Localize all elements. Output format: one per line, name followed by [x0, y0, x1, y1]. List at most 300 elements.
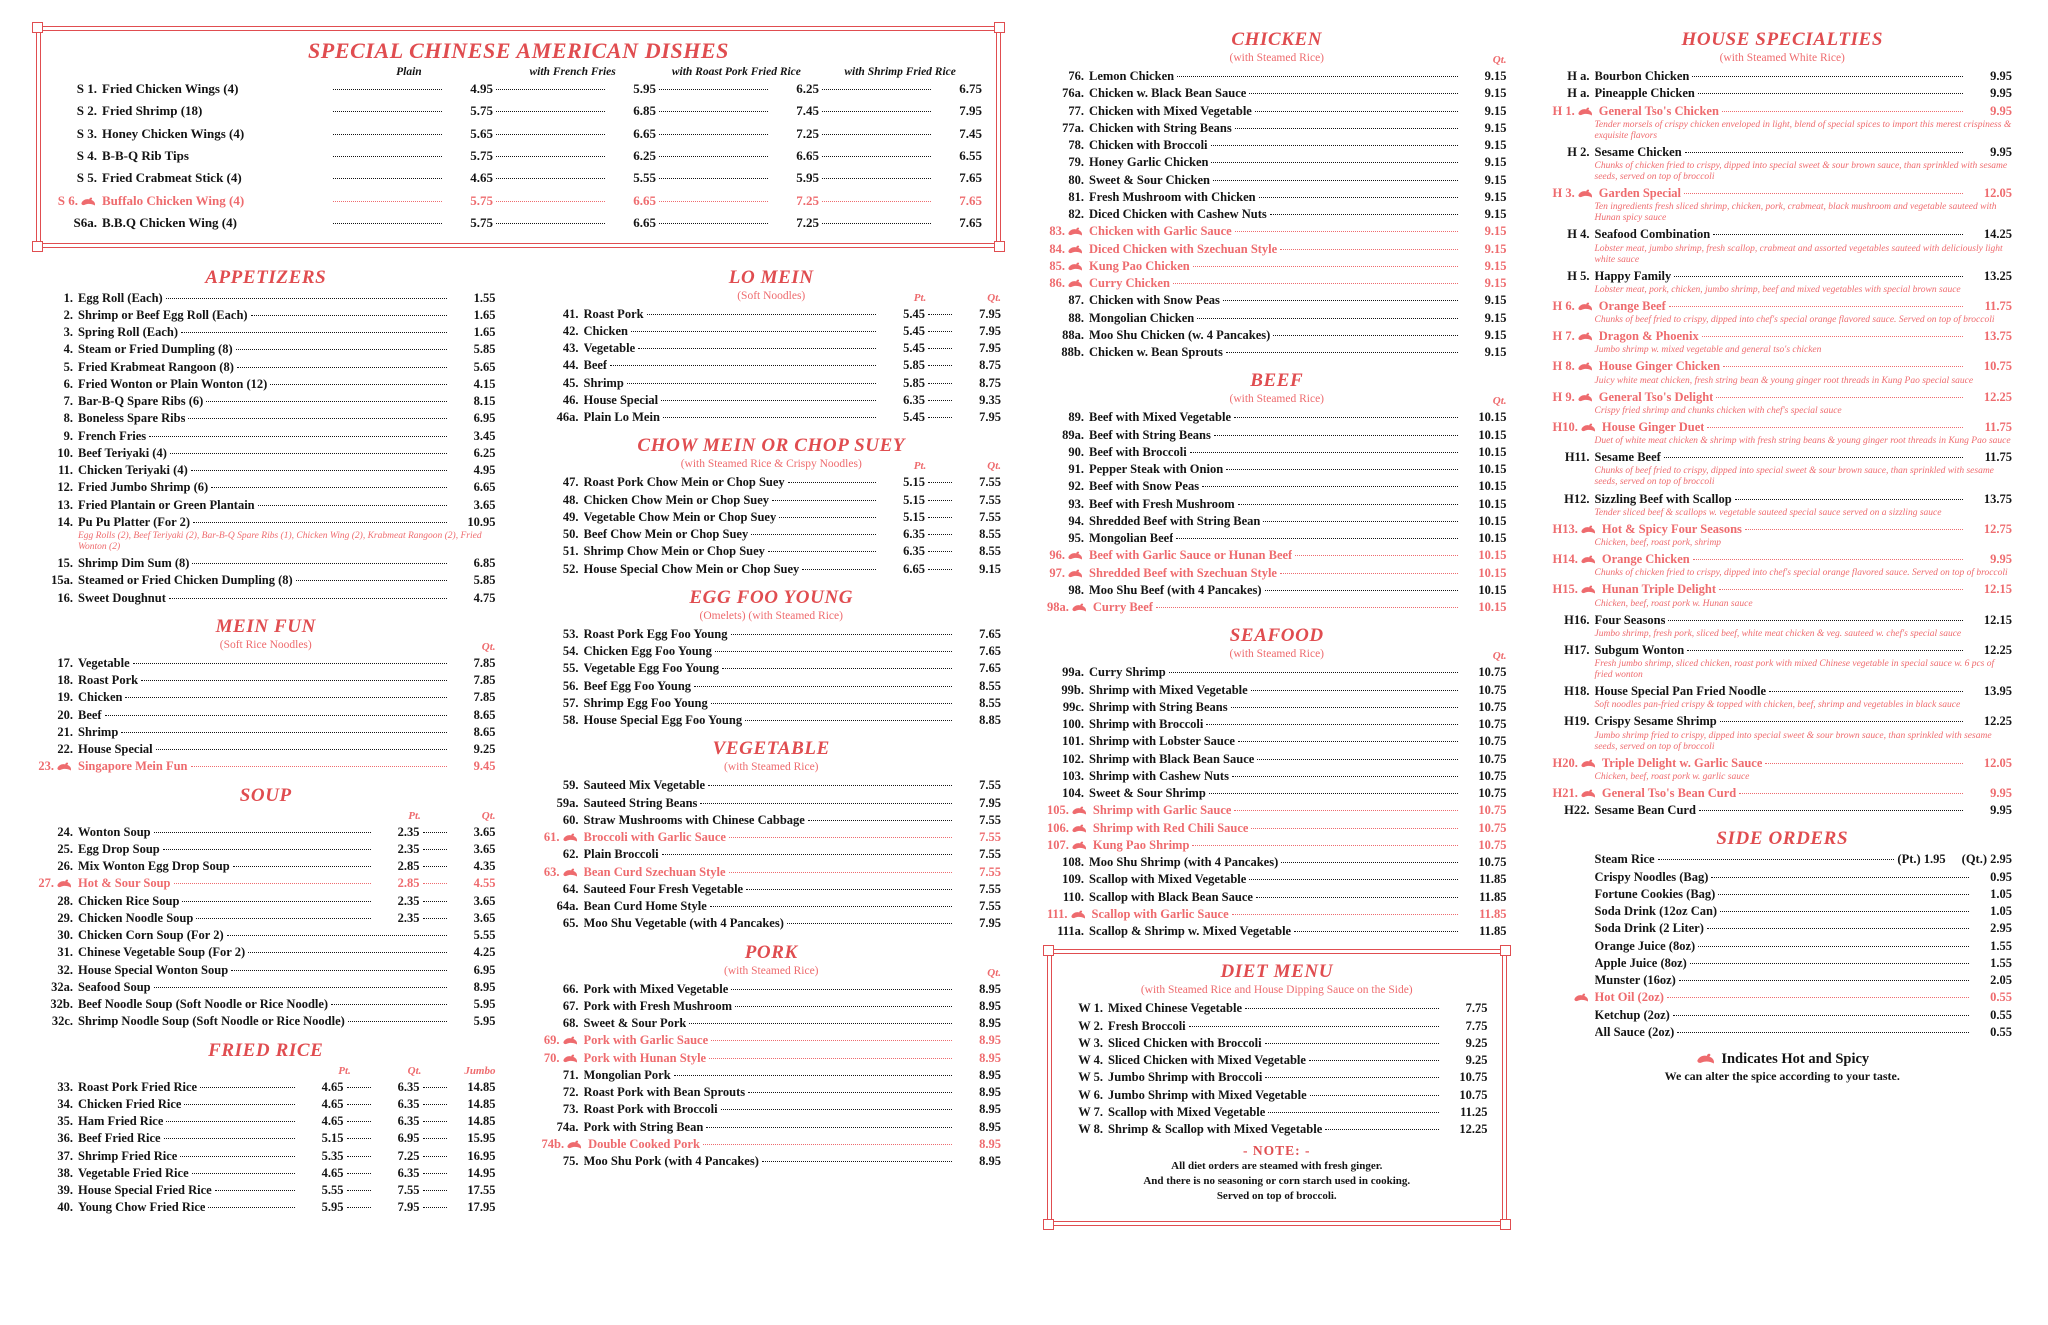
item-number: 96.	[1047, 547, 1089, 564]
chili-pepper-icon	[1695, 1053, 1717, 1064]
menu-item	[542, 1015, 1002, 1032]
item-price: 12.25	[1983, 642, 2012, 657]
menu-item	[1066, 1035, 1488, 1052]
item-number: H20.	[1553, 755, 1602, 772]
menu-item	[1047, 310, 1507, 327]
dot-leader	[1226, 469, 1457, 470]
item-number: 98.	[1068, 582, 1084, 597]
menu-item	[542, 1153, 1002, 1170]
menu-item	[1553, 802, 2013, 819]
menu-item	[1553, 551, 2013, 568]
item-number: 52.	[562, 561, 579, 576]
item-price: 11.75	[1984, 419, 2012, 434]
menu-item	[55, 123, 982, 145]
chili-pepper-icon	[1577, 393, 1594, 402]
item-number: 104.	[1062, 786, 1084, 800]
item-name: Egg Roll (Each)	[78, 290, 163, 305]
menu-item	[1047, 137, 1507, 154]
dot-leader	[710, 906, 952, 907]
menu-item	[1553, 103, 2013, 120]
item-price: 7.25	[397, 1148, 420, 1163]
item-number: 43.	[562, 341, 579, 356]
item-price: 6.65	[473, 480, 496, 495]
item-number: 110.	[1062, 889, 1084, 904]
item-price: 9.35	[979, 392, 1001, 407]
item-price: 10.15	[1478, 531, 1507, 545]
dot-leader	[1213, 180, 1458, 181]
section-appetizers	[36, 267, 496, 607]
item-number: 65.	[562, 916, 579, 931]
item-name: House Ginger Duet	[1601, 419, 1705, 434]
dot-leader	[715, 651, 952, 652]
corner-ornament	[32, 241, 43, 252]
item-number: 45.	[562, 375, 579, 390]
menu-item	[36, 376, 496, 393]
section-title: SEAFOOD	[1229, 625, 1324, 647]
menu-item	[542, 392, 1002, 409]
special-dishes-box-inner	[40, 30, 997, 244]
item-price: 6.85	[633, 103, 656, 119]
item-description: Ten ingredients fresh sliced shrimp, chicken, pork, crabmeat, black mushroom and vegetable sauteed with Hunan spicy sauce	[1594, 202, 1997, 224]
item-name: Scallop with Black Bean Sauce	[1089, 889, 1253, 904]
menu-item	[1553, 268, 2013, 285]
item-name: Chicken with String Beans	[1089, 120, 1232, 135]
item-price: 7.55	[979, 778, 1001, 793]
item-number: 32.	[57, 962, 73, 977]
item-price: 1.65	[473, 325, 496, 340]
item-name: Jumbo Shrimp with Mixed Vegetable	[1108, 1087, 1307, 1102]
item-number: 54.	[562, 644, 579, 659]
dot-leader	[1235, 231, 1458, 232]
item-name: B.B.Q Chicken Wing (4)	[102, 215, 237, 231]
item-price: 9.15	[1484, 172, 1507, 187]
item-name: Bourbon Chicken	[1594, 69, 1690, 83]
item-name: Moo Shu Vegetable (with 4 Pancakes)	[583, 916, 784, 931]
menu-item	[542, 409, 1002, 426]
item-number: 14.	[57, 514, 73, 529]
item-price: 7.85	[473, 655, 496, 670]
item-name: General Tso's Delight	[1598, 389, 1714, 404]
dot-leader	[1169, 672, 1458, 673]
menu-item	[1553, 989, 2013, 1006]
menu-item	[542, 846, 1002, 863]
item-price: 8.95	[979, 1154, 1001, 1169]
dot-leader	[722, 668, 952, 669]
dot-leader	[423, 1138, 447, 1139]
chili-pepper-icon	[1580, 789, 1597, 798]
chili-pepper-icon	[1577, 107, 1594, 116]
item-number: 25.	[57, 841, 73, 856]
dot-leader	[163, 849, 371, 850]
item-number: 111.	[1047, 906, 1092, 923]
menu-item	[1553, 851, 2013, 868]
item-number: 84.	[1047, 241, 1089, 258]
dot-leader	[1325, 1129, 1438, 1130]
dot-leader	[1707, 928, 1969, 929]
chili-pepper-icon	[1580, 555, 1597, 564]
item-number: 48.	[562, 492, 579, 507]
item-price: 4.65	[321, 1079, 344, 1094]
item-number: H18.	[1564, 684, 1590, 699]
item-price: 3.65	[473, 910, 496, 925]
item-number: 7.	[63, 394, 73, 409]
price-header: Qt.	[987, 966, 1001, 979]
item-price: 0.55	[1990, 990, 2012, 1005]
item-number: H a.	[1567, 69, 1590, 83]
dot-leader	[802, 569, 876, 570]
section-subtitle: (Soft Noodles)	[737, 289, 806, 302]
menu-item	[1047, 768, 1507, 785]
dot-leader	[496, 223, 605, 224]
item-number: 92.	[1068, 479, 1084, 494]
menu-item	[1047, 154, 1507, 171]
item-number: H 5.	[1567, 268, 1590, 283]
item-name: Chicken Fried Rice	[78, 1096, 182, 1111]
item-name: Scallop with Mixed Vegetable	[1108, 1104, 1266, 1119]
price-header: Jumbo	[464, 1064, 496, 1077]
item-name: Apple Juice (8oz)	[1594, 955, 1687, 970]
dot-leader	[1720, 911, 1969, 912]
item-price: 7.95	[979, 341, 1001, 356]
dot-leader	[206, 401, 446, 402]
menu-item	[36, 707, 496, 724]
dot-leader	[347, 1104, 371, 1105]
item-price: 7.55	[979, 881, 1001, 896]
dot-leader	[1720, 721, 1963, 722]
dot-leader	[659, 134, 768, 135]
item-name: Beef with Garlic Sauce or Hunan Beef	[1089, 548, 1293, 563]
price-headers	[310, 1065, 496, 1077]
dot-leader	[1687, 650, 1963, 651]
item-name: Soda Drink (12oz Can)	[1594, 904, 1718, 919]
item-price: 6.65	[903, 561, 925, 576]
menu-item	[36, 672, 496, 689]
menu-item	[1553, 755, 2013, 772]
item-number: H 8.	[1553, 358, 1599, 375]
item-price: (Qt.) 2.95	[1961, 852, 2012, 867]
item-name: Wonton Soup	[78, 824, 151, 839]
menu-item	[36, 741, 496, 758]
dot-leader	[141, 680, 446, 681]
dot-leader	[708, 785, 952, 786]
item-price: 8.95	[979, 1033, 1001, 1048]
item-name: Crispy Sesame Shrimp	[1594, 714, 1717, 729]
item-number: H13.	[1553, 521, 1602, 538]
dot-leader	[706, 1127, 952, 1128]
item-price: 4.65	[321, 1114, 344, 1129]
dot-leader	[787, 923, 952, 924]
item-description: Juicy white meat chicken, fresh string bean & young ginger root threads in Kung Pao special sauce	[1594, 375, 1974, 386]
menu-item	[542, 306, 1002, 323]
dot-leader	[496, 178, 605, 179]
dot-leader	[928, 517, 952, 518]
item-price: 1.55	[1990, 938, 2012, 953]
menu-item	[542, 474, 1002, 491]
price-header: Qt.	[481, 809, 496, 822]
dot-leader	[248, 952, 446, 953]
item-number: 88a.	[1062, 327, 1084, 342]
item-price: 10.75	[1459, 1087, 1488, 1102]
menu-item	[36, 893, 496, 910]
item-name: Curry Chicken	[1089, 276, 1170, 290]
dot-leader	[822, 178, 931, 179]
chili-pepper-icon	[56, 762, 73, 771]
item-price: 6.35	[397, 1079, 420, 1094]
item-name: Shrimp Chow Mein or Chop Suey	[583, 544, 765, 559]
chili-pepper-icon	[1067, 245, 1084, 254]
menu-item	[36, 590, 496, 607]
dot-leader	[149, 436, 446, 437]
item-price: 9.95	[1990, 86, 2012, 101]
menu-item	[1047, 409, 1507, 426]
section-egg-foo-young	[542, 587, 1002, 730]
dot-leader	[1294, 931, 1457, 932]
menu-column-4	[1553, 26, 2013, 1305]
item-price: 5.95	[473, 997, 496, 1012]
menu-item	[36, 1148, 496, 1165]
item-price: 12.25	[1983, 389, 2012, 404]
item-name: Chicken w. Black Bean Sauce	[1089, 86, 1247, 101]
item-number: 74b.	[542, 1136, 589, 1153]
section-subline	[1066, 984, 1488, 999]
item-number: S 2.	[76, 103, 97, 119]
dot-leader	[236, 349, 447, 350]
menu-item	[1047, 85, 1507, 102]
item-price: 6.85	[473, 556, 496, 571]
item-price: 10.15	[1478, 427, 1507, 442]
item-number: 50.	[562, 527, 579, 542]
spicy-legend	[1553, 1051, 2013, 1084]
item-price: 10.75	[1478, 837, 1507, 852]
dot-leader	[1234, 810, 1457, 811]
item-price: 9.15	[1484, 258, 1507, 273]
legend-hot-spicy-text: Indicates Hot and Spicy	[1721, 1051, 1870, 1068]
item-name: Lemon Chicken	[1089, 69, 1175, 83]
item-price: 9.95	[1990, 785, 2012, 800]
dot-leader	[928, 365, 952, 366]
item-price: 5.15	[903, 509, 925, 524]
dot-leader	[188, 418, 446, 419]
item-price: 7.85	[473, 673, 496, 688]
menu-item	[36, 572, 496, 589]
item-description: Chunks of beef fried to crispy, dipped into chef's special orange flavored sauce. Served on top of broccoli	[1594, 315, 1995, 326]
menu-item	[36, 393, 496, 410]
item-number: 67.	[562, 998, 579, 1013]
menu-item	[542, 898, 1002, 915]
item-price: 6.95	[473, 962, 496, 977]
section-subline	[1047, 393, 1507, 408]
dot-leader	[1698, 946, 1969, 947]
item-price: 4.75	[473, 590, 496, 605]
item-number: 44.	[562, 358, 579, 373]
item-price: 6.35	[903, 527, 925, 542]
item-name: Beef Noodle Soup (Soft Noodle or Rice Noodle)	[78, 997, 329, 1012]
section-subtitle: (Soft Rice Noodles)	[219, 638, 312, 651]
item-number: 82.	[1068, 207, 1084, 221]
item-name: Honey Chicken Wings (4)	[102, 125, 245, 141]
item-price: 8.95	[473, 979, 496, 994]
dot-leader	[1265, 1077, 1438, 1078]
item-price: 4.35	[473, 859, 496, 874]
dot-leader	[166, 298, 447, 299]
section-title: CHICKEN	[1231, 29, 1323, 50]
item-price: 12.25	[1459, 1122, 1488, 1136]
item-name: Sliced Chicken with Broccoli	[1108, 1035, 1262, 1050]
item-price: 12.15	[1983, 612, 2012, 627]
menu-item	[1047, 223, 1507, 240]
chili-pepper-icon	[1577, 332, 1594, 341]
item-name: Shrimp & Scallop with Mixed Vegetable	[1108, 1122, 1323, 1136]
item-name: Chicken Corn Soup (For 2)	[78, 928, 224, 943]
menu-item	[542, 1101, 1002, 1118]
note-line: All diet orders are steamed with fresh ginger.	[1171, 1160, 1383, 1173]
item-price: 9.15	[1484, 120, 1507, 135]
item-name: Jumbo Shrimp with Broccoli	[1108, 1070, 1263, 1085]
item-name: House Special Egg Foo Young	[583, 713, 743, 728]
menu-item	[1553, 328, 2013, 345]
menu-item	[55, 212, 982, 234]
dot-leader	[333, 201, 442, 202]
dot-leader	[296, 580, 447, 581]
dot-leader	[237, 367, 447, 368]
item-name: Chinese Vegetable Soup (For 2)	[78, 945, 246, 960]
item-number: 58.	[562, 713, 579, 728]
dot-leader	[1202, 486, 1457, 487]
item-name: Chicken with Mixed Vegetable	[1089, 103, 1252, 118]
item-price: 5.55	[633, 170, 656, 186]
item-price: 2.35	[397, 841, 420, 856]
item-name: Dragon & Phoenix	[1598, 329, 1699, 344]
dot-leader	[745, 720, 952, 721]
item-description: Chicken, beef, roast pork w. Hunan sauce	[1594, 598, 1753, 609]
menu-item	[36, 410, 496, 427]
corner-ornament	[1043, 1219, 1054, 1230]
item-price: 12.75	[1983, 521, 2012, 536]
item-name: Triple Delight w. Garlic Sauce	[1601, 755, 1763, 770]
item-number: 69.	[542, 1032, 584, 1049]
dot-leader	[822, 111, 931, 112]
price-headers	[1461, 54, 1507, 66]
menu-item	[1553, 521, 2013, 538]
dot-leader	[1251, 828, 1457, 829]
menu-item	[1553, 886, 2013, 903]
item-number: 103.	[1062, 768, 1084, 783]
item-number: 23.	[36, 758, 78, 775]
dot-leader	[659, 111, 768, 112]
item-number: 16.	[57, 590, 73, 605]
menu-item	[542, 864, 1002, 881]
dot-leader	[772, 500, 876, 501]
menu-item	[542, 323, 1002, 340]
dot-leader	[1685, 152, 1963, 153]
item-description: Chicken, beef, roast pork, shrimp	[1594, 538, 1722, 549]
dot-leader	[1265, 1043, 1439, 1044]
item-number: 102.	[1062, 751, 1084, 766]
item-name: Chicken	[78, 690, 123, 705]
dot-leader	[928, 534, 952, 535]
menu-item	[1047, 478, 1507, 495]
item-price: 9.15	[1484, 241, 1507, 256]
item-price: 8.95	[979, 1102, 1001, 1117]
dot-leader	[735, 1006, 952, 1007]
dot-leader	[662, 854, 952, 855]
dot-leader	[181, 332, 446, 333]
item-price: 2.35	[397, 824, 420, 839]
menu-item	[36, 875, 496, 892]
menu-item	[1553, 358, 2013, 375]
dot-leader	[1309, 1060, 1439, 1061]
item-name: Beef with String Beans	[1089, 427, 1211, 442]
chili-pepper-icon	[1067, 569, 1084, 578]
item-name: Scallop with Garlic Sauce	[1091, 906, 1229, 921]
dot-leader	[251, 315, 447, 316]
item-name: Chicken Noodle Soup	[78, 910, 194, 925]
item-description: Duet of white meat chicken & shrimp with fresh string beans & young ginger root threads in Kung Pao sauce	[1594, 436, 2011, 447]
item-number: H17.	[1564, 642, 1590, 657]
item-price: 9.15	[1484, 103, 1507, 118]
item-number: 32a.	[51, 979, 73, 994]
item-price: 8.95	[979, 1085, 1001, 1100]
item-description: Soft noodles pan-fried crispy & topped with chicken, beef, shrimp and vegetables in black sauce	[1594, 700, 1961, 711]
item-name: Shrimp Dim Sum (8)	[78, 556, 190, 571]
item-number: 107.	[1047, 837, 1093, 854]
dot-leader	[105, 715, 447, 716]
chili-pepper-icon	[56, 879, 73, 888]
item-number: 105.	[1047, 802, 1093, 819]
item-name: House Special	[583, 392, 659, 407]
item-name: Double Cooked Pork	[588, 1136, 700, 1151]
dot-leader	[1193, 266, 1458, 267]
dot-leader	[762, 1161, 952, 1162]
price-header: Qt.	[1492, 650, 1507, 663]
price-column-header: with French Fries	[529, 66, 616, 78]
dot-leader	[121, 732, 446, 733]
item-name: Shrimp with Cashew Nuts	[1089, 768, 1229, 783]
dot-leader	[659, 156, 768, 157]
item-price: 10.75	[1478, 820, 1507, 835]
menu-item	[36, 479, 496, 496]
item-price: 3.65	[473, 824, 496, 839]
item-price: 7.55	[979, 864, 1001, 879]
item-number: W 7.	[1078, 1104, 1103, 1119]
dot-leader	[1658, 859, 1895, 860]
menu-item	[36, 1096, 496, 1113]
dot-leader	[1702, 336, 1963, 337]
item-name: Sweet & Sour Pork	[583, 1016, 687, 1031]
item-number: 30.	[57, 928, 73, 943]
item-number: 68.	[562, 1016, 579, 1031]
section-title: SOUP	[239, 784, 292, 806]
item-name: Roast Pork	[78, 673, 139, 688]
item-price: 3.65	[473, 841, 496, 856]
item-number: W 4.	[1078, 1053, 1103, 1067]
item-price: 11.25	[1460, 1104, 1488, 1119]
dot-leader	[659, 223, 768, 224]
item-price: 4.95	[470, 81, 493, 96]
item-price: 7.65	[979, 644, 1001, 659]
price-header: Qt.	[1492, 54, 1507, 66]
item-price: 6.35	[397, 1096, 420, 1111]
menu-item	[542, 795, 1002, 812]
item-price: 10.15	[1478, 410, 1507, 425]
menu-item	[36, 1130, 496, 1147]
section-subline	[1553, 52, 2013, 67]
item-name: Fortune Cookies (Bag)	[1594, 886, 1716, 901]
item-number: 55.	[562, 661, 579, 676]
item-number: 8.	[63, 411, 73, 426]
chili-pepper-icon	[566, 1140, 583, 1149]
section-subtitle: (with Steamed Rice)	[723, 964, 819, 977]
